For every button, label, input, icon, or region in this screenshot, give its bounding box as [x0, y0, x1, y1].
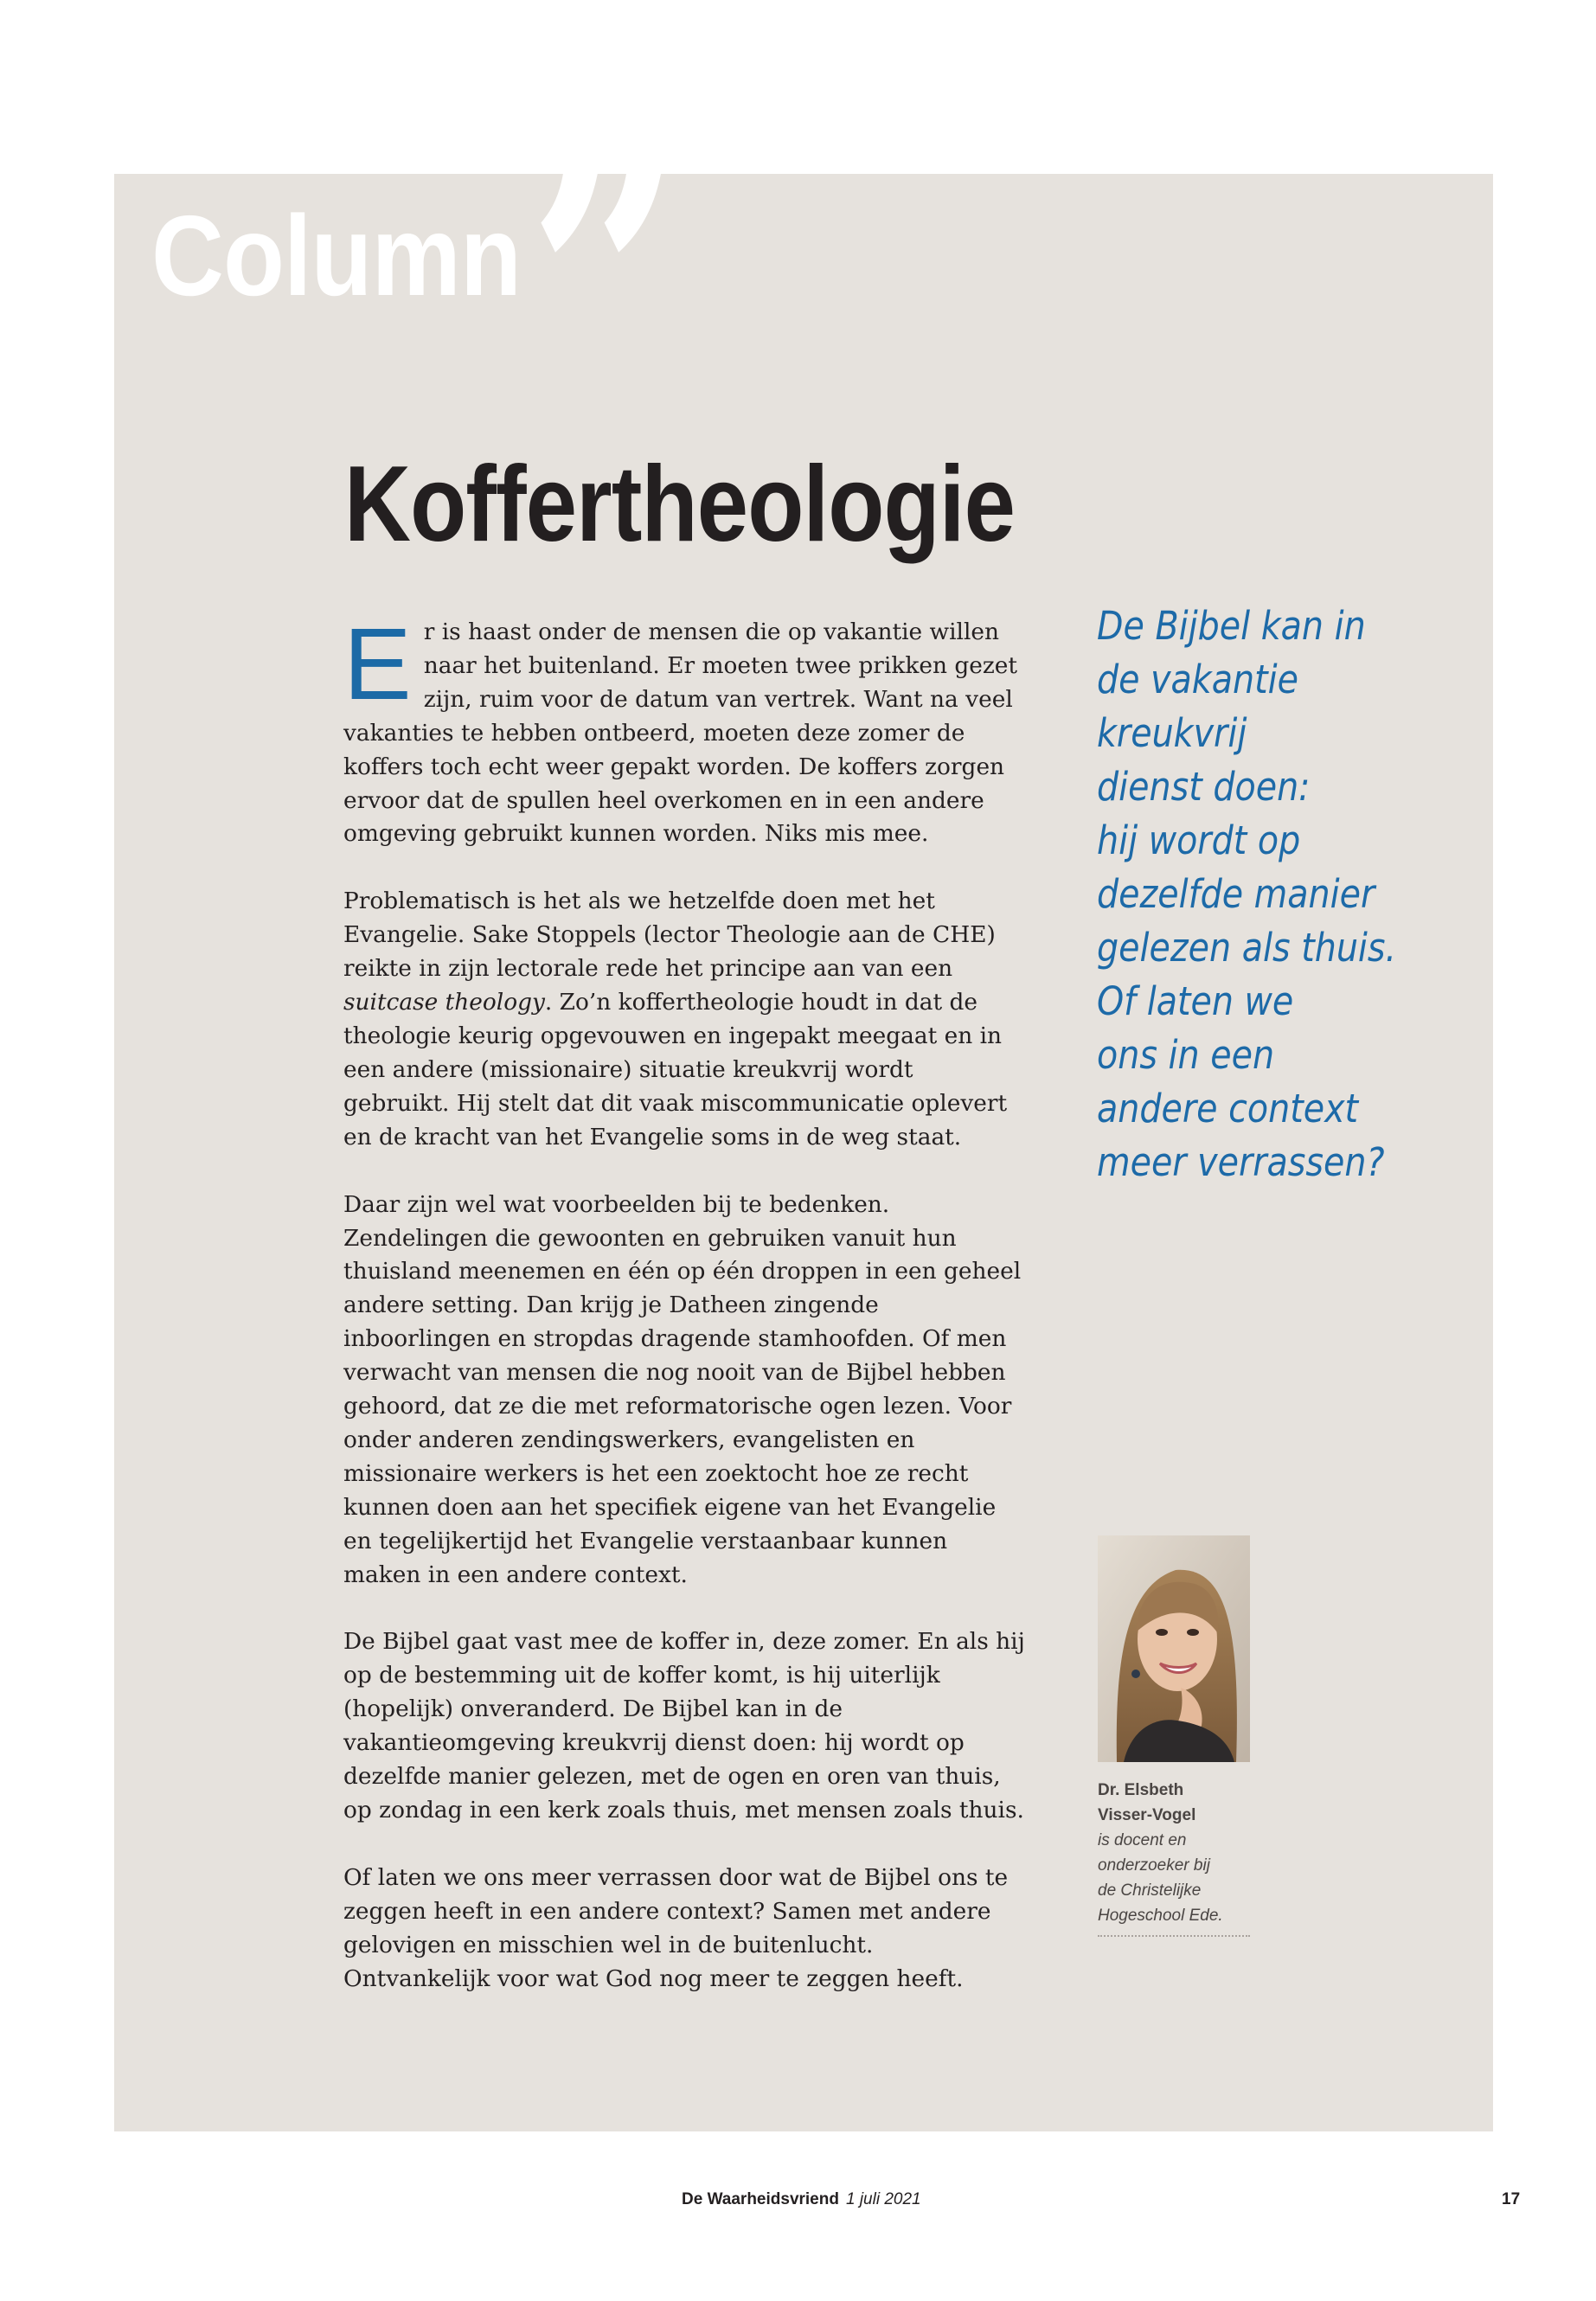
dropcap: E	[343, 607, 412, 721]
paragraph-1	[343, 607, 1025, 851]
author-name-line-1: Dr. Elsbeth	[1098, 1781, 1184, 1799]
author-bio	[1098, 1778, 1250, 1937]
pull-quote-line: Of laten we	[1097, 978, 1294, 1024]
paragraph-2-emphasis: suitcase theology	[343, 989, 545, 1016]
quotation-mark-icon: ”	[528, 29, 689, 558]
pull-quote-line: andere context	[1097, 1086, 1359, 1131]
paragraph-5: Of laten we ons meer verrassen door wat de Bijbel ons te zeggen heeft in een andere context? Samen met andere gelovigen en misschien wel in de buitenlucht. Ontvankelijk voor wat God nog meer te zeggen heeft.	[343, 1863, 1009, 1992]
paragraph-2-text-a: Problematisch is het als we hetzelfde doen met het Evangelie. Sake Stoppels (lector Theologie aan de CHE) reikte in zijn lectorale rede het principe aan van een	[343, 888, 996, 983]
pull-quote-line: meer verrassen?	[1097, 1139, 1385, 1185]
pull-quote-line: de vakantie	[1097, 657, 1298, 702]
author-role-line: is docent en	[1098, 1831, 1187, 1849]
paragraph-2-text-b: . Zo’n koffertheologie houdt in dat de theologie keurig opgevouwen en ingepakt meegaat en in een andere (missionaire) situatie kreukvrij wordt gebruikt. Hij stelt dat dit vaak miscommunicatie oplevert en de kracht van het Evangelie soms in de weg staat.	[343, 989, 1008, 1150]
pull-quote-line: dienst doen:	[1097, 764, 1311, 810]
publication-name: De Waarheidsvriend	[682, 2190, 839, 2208]
pull-quote	[1097, 599, 1401, 1189]
author-role-line: onderzoeker bij	[1098, 1856, 1210, 1875]
page-footer	[682, 2190, 921, 2209]
paragraph-3: Daar zijn wel wat voorbeelden bij te bedenken. Zendelingen die gewoonten en gebruiken vanuit hun thuisland meenemen en één op één droppen in een geheel andere setting. Dan krijg je Datheen zingende inboorlingen en stropdas dragende stamhoofden. Of men verwacht van mensen die nog nooit van de Bijbel hebben gehoord, dat ze die met reformatorische ogen lezen. Voor onder anderen zendingswerkers, evangelisten en missionaire werkers is het een zoektocht hoe ze recht kunnen doen aan het specifiek eigene van het Evangelie en tegelijkertijd het Evangelie verstaanbaar kunnen maken in een andere context.	[343, 1190, 1022, 1588]
paragraph-1-text: r is haast onder de mensen die op vakantie willen naar het buitenland. Er moeten twee prikken gezet zijn, ruim voor de datum van vertrek. Want na veel vakanties te hebben ontbeerd, moeten deze zomer de koffers toch echt weer gepakt worden. De koffers zorgen ervoor dat de spullen heel overkomen en in een andere omgeving gebruikt kunnen worden. Niks mis mee.	[343, 619, 1017, 848]
publication-date: 1 juli 2021	[845, 2190, 921, 2208]
pull-quote-line: gelezen als thuis.	[1097, 925, 1397, 971]
pull-quote-line: ons in een	[1097, 1032, 1275, 1078]
section-label: Column	[151, 192, 522, 319]
author-portrait	[1098, 1535, 1250, 1762]
pull-quote-line: kreukvrij	[1097, 710, 1247, 756]
author-portrait-illustration	[1098, 1535, 1250, 1762]
author-role-line: de Christelijke	[1098, 1881, 1202, 1900]
article-body	[343, 607, 1025, 2030]
paragraph-4: De Bijbel gaat vast mee de koffer in, deze zomer. En als hij op de bestemming uit de koffer komt, is hij uiterlijk (hopelijk) onveranderd. De Bijbel kan in de vakantieomgeving kreukvrij dienst doen: hij wordt op dezelfde manier gelezen, met de ogen en oren van thuis, op zondag in een kerk zoals thuis, met mensen zoals thuis.	[343, 1628, 1025, 1823]
pull-quote-line: dezelfde manier	[1097, 871, 1375, 917]
article-title: Koffertheologie	[344, 445, 1016, 564]
author-name-line-2: Visser-Vogel	[1098, 1806, 1196, 1824]
author-role-line: Hogeschool Ede.	[1098, 1907, 1223, 1925]
pull-quote-line: De Bijbel kan in	[1097, 603, 1366, 649]
pull-quote-line: hij wordt op	[1097, 817, 1301, 863]
paragraph-2	[343, 885, 1025, 1154]
page-number: 17	[1502, 2190, 1521, 2208]
